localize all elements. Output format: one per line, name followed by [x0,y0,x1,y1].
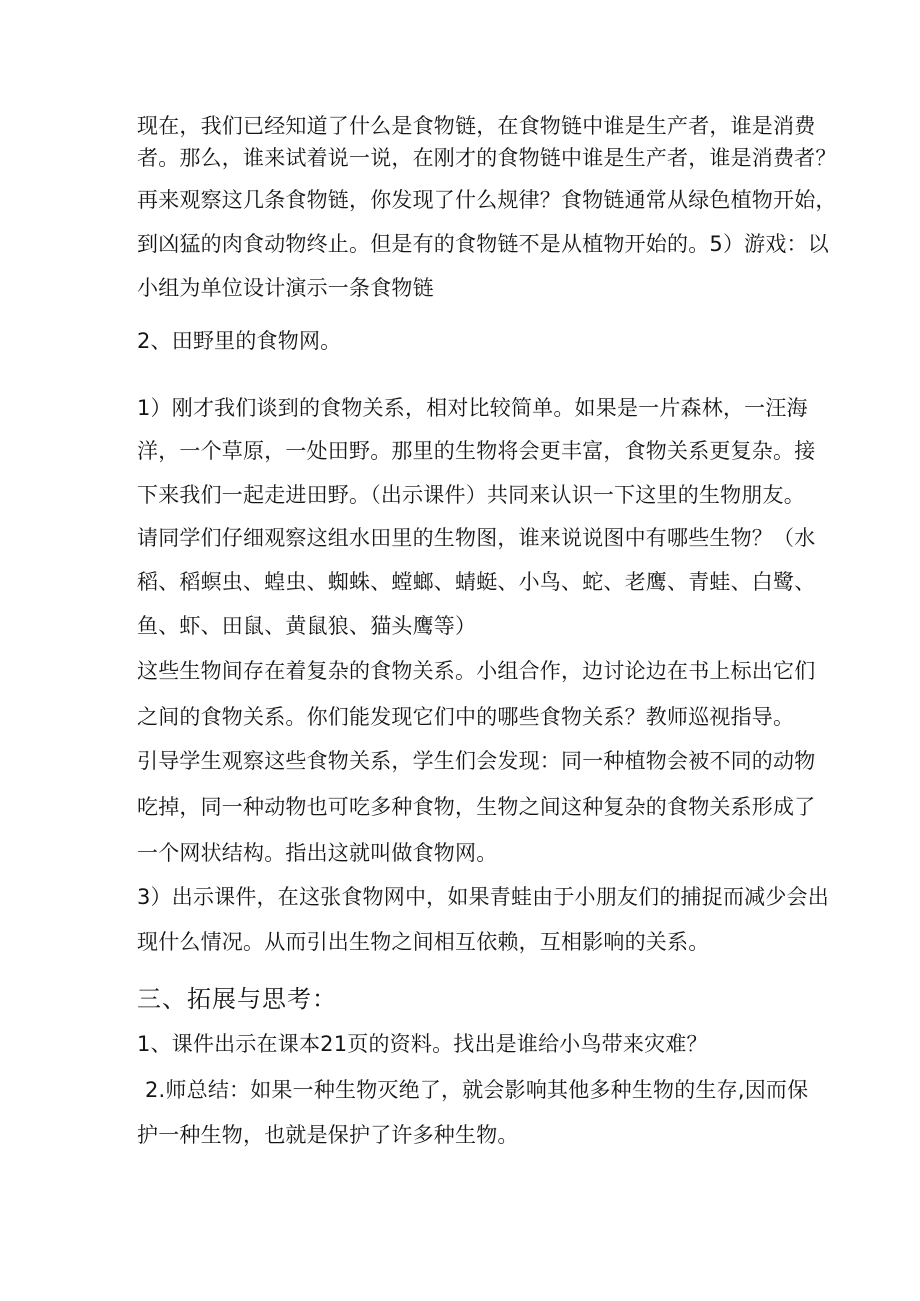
section-heading-extension: 三、拓展与思考： [137,985,337,1013]
text-line: 这些生物间存在着复杂的食物关系。小组合作，边讨论边在书上标出它们 [137,659,816,683]
text-line: 现什么情况。从而引出生物之间相互依赖，互相影响的关系。 [137,930,710,954]
text-line: 洋，一个草原，一处田野。那里的生物将会更丰富，食物关系更复杂。接 [137,439,816,463]
text-line: 再来观察这几条食物链，你发现了什么规律？食物链通常从绿色植物开始， [137,188,837,212]
text-line: 吃掉，同一种动物也可吃多种食物，生物之间这种复杂的食物关系形成了 [137,795,816,819]
text-line: 现在，我们已经知道了什么是食物链，在食物链中谁是生产者，谁是消费 [137,114,816,138]
text-line: 2.师总结：如果一种生物灭绝了，就会影响其他多种生物的生存,因而保 [145,1078,809,1102]
text-line: 1）刚才我们谈到的食物关系，相对比较简单。如果是一片森林，一汪海 [137,396,808,420]
text-line: 到凶猛的肉食动物终止。但是有的食物链不是从植物开始的。5）游戏：以 [137,232,829,256]
text-line: 3）出示课件，在这张食物网中，如果青蛙由于小朋友们的捕捉而减少会出 [137,885,829,909]
text-line: 引导学生观察这些食物关系，学生们会发现：同一种植物会被不同的动物 [137,749,816,773]
text-line: 护一种生物，也就是保护了许多种生物。 [137,1123,519,1147]
text-line: 之间的食物关系。你们能发现它们中的哪些食物关系？教师巡视指导。 [137,705,795,729]
text-line: 一个网状结构。指出这就叫做食物网。 [137,841,498,865]
text-line: 下来我们一起走进田野。（出示课件）共同来认识一下这里的生物朋友。 [137,483,805,507]
text-line: 者。那么，谁来试着说一说，在刚才的食物链中谁是生产者，谁是消费者？ [137,146,837,170]
subheading-field-food-web: 2、田野里的食物网。 [137,329,342,353]
text-line: 请同学们仔细观察这组水田里的生物图，谁来说说图中有哪些生物？（水 [137,526,816,550]
list-item-courseware-material: 1、课件出示在课本21页的资料。找出是谁给小鸟带来灾难？ [137,1032,708,1056]
text-line: 小组为单位设计演示一条食物链 [137,276,434,300]
text-line: 稻、稻螟虫、蝗虫、蜘蛛、螳螂、蜻蜓、小鸟、蛇、老鹰、青蛙、白鹭、 [137,570,816,594]
text-line: 鱼、虾、田鼠、黄鼠狼、猫头鹰等） [137,614,477,638]
